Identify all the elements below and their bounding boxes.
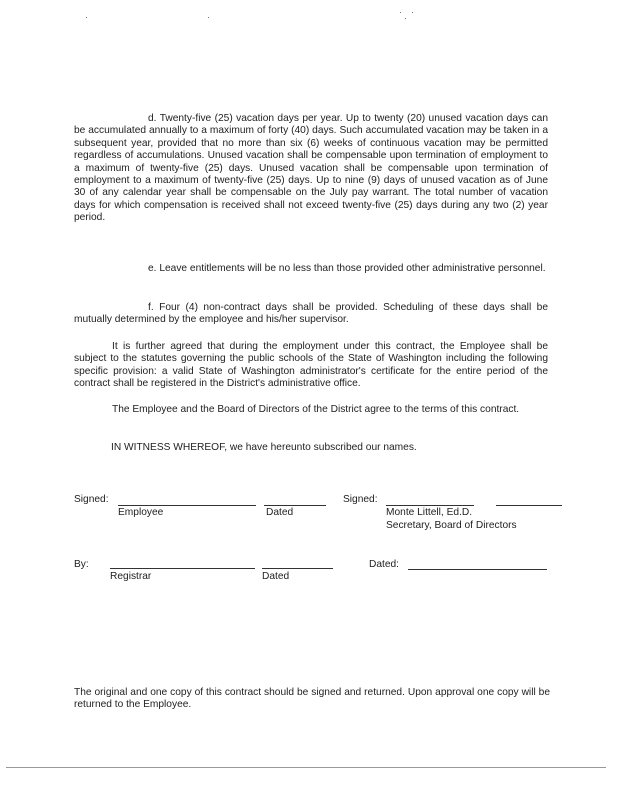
- employee-signature-line: [118, 505, 256, 506]
- registrar-label: Registrar: [110, 571, 152, 582]
- scan-speck: [412, 12, 413, 13]
- dated-bottom-label: Dated: [262, 571, 290, 582]
- paragraph-agree-terms: The Employee and the Board of Directors of the District agree to the terms of this contract.: [112, 404, 520, 415]
- footer-instructions: The original and one copy of this contract should be signed and returned. Upon approval one copy will be returned to the Employee.: [74, 687, 550, 711]
- secretary-name: Monte Littell, Ed.D.: [386, 507, 473, 518]
- dated-left-label: Dated: [266, 507, 294, 518]
- paragraph-d: d. Twenty-five (25) vacation days per year. Up to twenty (20) unused vacation days can be accumulated annually to a maximum of forty (40) days. Such accumulated vacation may be taken in a subsequent year, provided that no more than six (6) weeks of continuous vacation may be permitted regardless of accumulations. Unused vacation shall be compensable upon termination of employment to a maximum of twenty-five (25) days. Unused vacation shall be compensable upon termination of employment to a maximum of twenty-five (25) days. Up to nine (9) days of unused vacation as of June 30 of any calendar year shall be compensable on the July pay warrant. The total number of vacation days for which compensation is received shall not exceed twenty-five (25) days during any two (2) year period.: [74, 113, 548, 224]
- signed-left-label: Signed:: [74, 494, 109, 505]
- dated-right-label: Dated:: [369, 559, 400, 570]
- signed-right-label: Signed:: [343, 494, 378, 505]
- scan-speck: [405, 18, 406, 19]
- by-label: By:: [74, 559, 89, 570]
- employee-label: Employee: [118, 507, 164, 518]
- secretary-date-line: [496, 505, 562, 506]
- scan-speck: [208, 17, 209, 18]
- secretary-title: Secretary, Board of Directors: [386, 520, 517, 531]
- scan-speck: [86, 17, 87, 18]
- paragraph-further-agreed: It is further agreed that during the employment under this contract, the Employee shall be subject to the statutes governing the public schools of the State of Washington including the following specific provision: a valid State of Washington administrator's certificate for the entire period of the contract shall be registered in the District's administrative office.: [74, 341, 548, 390]
- employee-date-line: [264, 505, 326, 506]
- paragraph-e: e. Leave entitlements will be no less than those provided other administrative personnel.: [148, 263, 546, 274]
- footer-rule: [6, 767, 606, 768]
- scan-speck: [400, 12, 401, 13]
- board-date-line: [408, 569, 547, 570]
- secretary-signature-line: [386, 505, 474, 506]
- paragraph-f: f. Four (4) non-contract days shall be provided. Scheduling of these days shall be mutually determined by the employee and his/her supervisor.: [74, 302, 548, 326]
- paragraph-witness: IN WITNESS WHEREOF, we have hereunto subscribed our names.: [111, 442, 417, 453]
- registrar-signature-line: [110, 568, 255, 569]
- registrar-date-line: [262, 568, 333, 569]
